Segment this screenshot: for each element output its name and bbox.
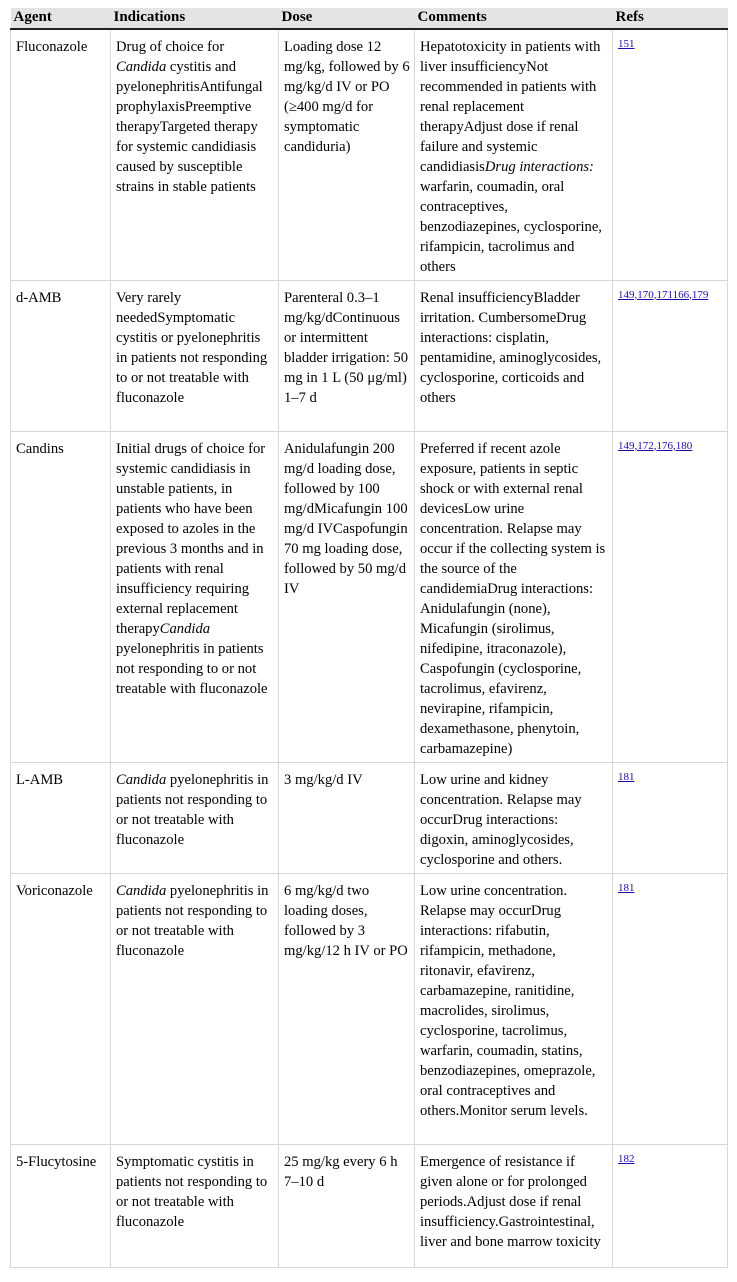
table-header-row <box>11 8 728 29</box>
dose-cell: 3 mg/kg/d IV <box>279 762 415 873</box>
reference-link[interactable]: 181 <box>618 770 635 783</box>
reference-link[interactable]: 151 <box>618 38 635 50</box>
header-indications: Indications <box>111 8 279 29</box>
header-comments: Comments <box>415 8 613 29</box>
antifungal-table <box>10 8 728 1268</box>
reference-link[interactable]: 149,172,176,180 <box>618 439 693 452</box>
agent-cell: d-AMB <box>11 280 111 431</box>
comments-cell: Low urine concentration. Relapse may occurDrug interactions: rifabutin, rifampicin, methadone, ritonavir, efavirenz, carbamazepine, ranitidine, macrolides, sirolimus, cyclosporine, tacrolimus, warfarin, coumadin, statins, benzodiazepines, omeprazole, oral contraceptives and others.Monitor serum levels. <box>415 873 613 1144</box>
table-row <box>11 280 728 431</box>
indications-cell: Candida pyelonephritis in patients not responding to or not treatable with fluconazole <box>111 873 279 1144</box>
header-dose: Dose <box>279 8 415 29</box>
refs-cell <box>613 762 728 873</box>
comments-cell: Low urine and kidney concentration. Relapse may occurDrug interactions: digoxin, aminoglycosides, cyclosporine and others. <box>415 762 613 873</box>
indications-cell: Symptomatic cystitis in patients not responding to or not treatable with fluconazole <box>111 1144 279 1267</box>
indications-cell: Candida pyelonephritis in patients not responding to or not treatable with fluconazole <box>111 762 279 873</box>
refs-cell <box>613 280 728 431</box>
refs-cell <box>613 1144 728 1267</box>
dose-cell: 25 mg/kg every 6 h 7–10 d <box>279 1144 415 1267</box>
agent-cell: Voriconazole <box>11 873 111 1144</box>
refs-cell <box>613 431 728 762</box>
table-row <box>11 873 728 1144</box>
comments-cell: Emergence of resistance if given alone or for prolonged periods.Adjust dose if renal insufficiency.Gastrointestinal, liver and bone marrow toxicity <box>415 1144 613 1267</box>
table-row <box>11 29 728 280</box>
agent-cell: 5-Flucytosine <box>11 1144 111 1267</box>
table-row <box>11 762 728 873</box>
table-row <box>11 431 728 762</box>
header-agent: Agent <box>11 8 111 29</box>
refs-cell <box>613 873 728 1144</box>
reference-link[interactable]: 182 <box>618 1152 635 1165</box>
agent-cell: L-AMB <box>11 762 111 873</box>
dose-cell: Loading dose 12 mg/kg, followed by 6 mg/kg/d IV or PO (≥400 mg/d for symptomatic candiduria) <box>279 29 415 280</box>
reference-link[interactable]: 149,170,171166,179 <box>618 288 709 301</box>
table-row <box>11 1144 728 1267</box>
dose-cell: 6 mg/kg/d two loading doses, followed by 3 mg/kg/12 h IV or PO <box>279 873 415 1144</box>
agent-cell: Candins <box>11 431 111 762</box>
indications-cell: Very rarely neededSymptomatic cystitis or pyelonephritis in patients not responding to or not treatable with fluconazole <box>111 280 279 431</box>
indications-cell: Drug of choice for Candida cystitis and pyelonephritisAntifungal prophylaxisPreemptive therapyTargeted therapy for systemic candidiasis caused by susceptible strains in stable patients <box>111 29 279 280</box>
dose-cell: Anidulafungin 200 mg/d loading dose, followed by 100 mg/dMicafungin 100 mg/d IVCaspofungin 70 mg loading dose, followed by 50 mg/d IV <box>279 431 415 762</box>
reference-link[interactable]: 181 <box>618 881 635 894</box>
header-refs: Refs <box>613 8 728 29</box>
comments-cell: Renal insufficiencyBladder irritation. CumbersomeDrug interactions: cisplatin, pentamidine, aminoglycosides, cyclosporine, corticoids and others <box>415 280 613 431</box>
indications-cell: Initial drugs of choice for systemic candidiasis in unstable patients, in patients who have been exposed to azoles in the previous 3 months and in patients with renal insufficiency requiring external replacement therapyCandida pyelonephritis in patients not responding to or not treatable with fluconazole <box>111 431 279 762</box>
comments-cell: Hepatotoxicity in patients with liver insufficiencyNot recommended in patients with renal replacement therapyAdjust dose if renal failure and systemic candidiasisDrug interactions: warfarin, coumadin, oral contraceptives, benzodiazepines, cyclosporine, rifampicin, tacrolimus and others <box>415 29 613 280</box>
agent-cell: Fluconazole <box>11 29 111 280</box>
refs-cell <box>613 29 728 280</box>
comments-cell: Preferred if recent azole exposure, patients in septic shock or with external renal devicesLow urine concentration. Relapse may occur if the collecting system is the source of the candidemiaDrug interactions: Anidulafungin (none), Micafungin (sirolimus, nifedipine, itraconazole), Caspofungin (cyclosporine, tacrolimus, efavirenz, nevirapine, rifampicin, dexamethasone, phenytoin, carbamazepine) <box>415 431 613 762</box>
dose-cell: Parenteral 0.3–1 mg/kg/dContinuous or intermittent bladder irrigation: 50 mg in 1 L (50 μg/ml) 1–7 d <box>279 280 415 431</box>
